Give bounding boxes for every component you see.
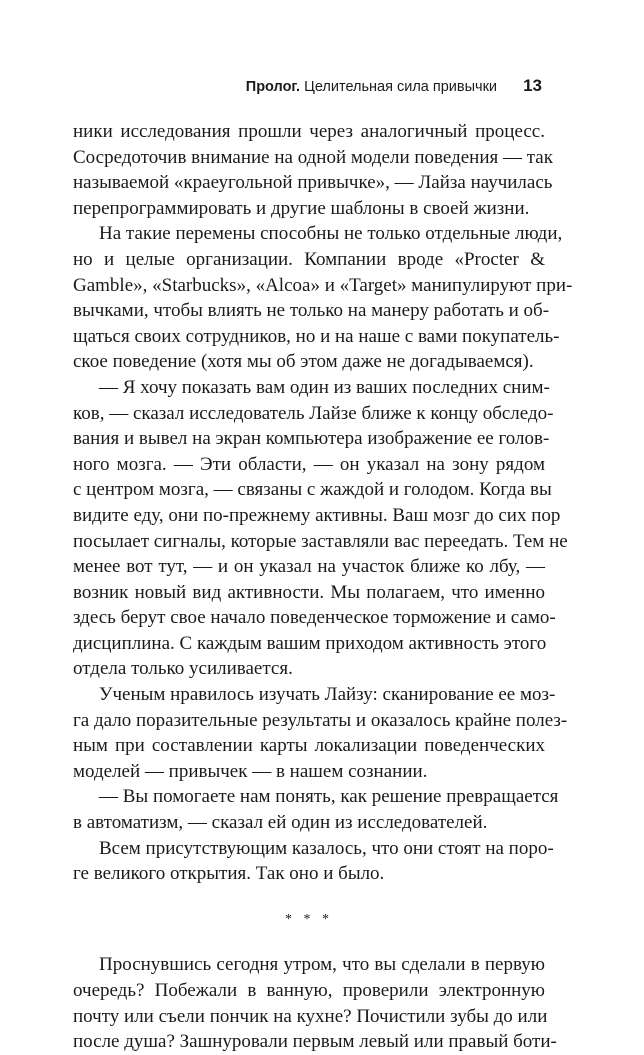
text-line: — Я хочу показать вам один из ваших последних сним- <box>99 376 550 398</box>
text-line: в автоматизм, — сказал ей один из исследователей. <box>73 812 488 834</box>
text-line: называемой «краеугольной привычке», — Лайза научилась <box>73 172 553 194</box>
text-line: ге великого открытия. Так оно и было. <box>73 863 385 885</box>
text-line: моделей — привычек — в нашем сознании. <box>73 760 428 782</box>
text-line: Проснувшись сегодня утром, что вы сделали в первую <box>99 954 545 976</box>
text-line: Сосредоточив внимание на одной модели поведения — так <box>73 146 553 168</box>
text-line: здесь берут свое начало поведенческое торможение и само- <box>73 607 556 629</box>
text-line: ного мозга. — Эти области, — он указал на зону рядом <box>73 453 545 475</box>
text-line: с центром мозга, — связаны с жаждой и голодом. Когда вы <box>73 479 552 501</box>
text-line: после душа? Зашнуровали первым левый или правый боти- <box>73 1031 557 1053</box>
text-line: отдела только усиливается. <box>73 658 293 680</box>
text-line: вания и вывел на экран компьютера изображение ее голов- <box>73 428 550 450</box>
text-line: менее вот тут, — и он указал на участок ближе ко лбу, — <box>73 556 545 578</box>
text-line: Gamble», «Starbucks», «Alcoa» и «Target» манипулируют при- <box>73 274 573 296</box>
text-line: Всем присутствующим казалось, что они стоят на поро- <box>99 837 554 859</box>
text-line: ков, — сказал исследователь Лайзе ближе к концу обследо- <box>73 402 554 424</box>
text-line: ники исследования прошли через аналогичный процесс. <box>73 121 545 142</box>
chapter-title: Целительная сила привычки <box>304 79 498 95</box>
text-line: очередь? Побежали в ванную, проверили электронную <box>73 980 545 1001</box>
text-line: но и целые организации. Компании вроде «Procter & <box>73 248 545 270</box>
text-line: — Вы помогаете нам понять, как решение превращается <box>99 786 559 808</box>
text-line: посылает сигналы, которые заставляли вас переедать. Тем не <box>73 530 568 552</box>
section-break: * * * <box>285 911 333 927</box>
text-line: га дало поразительные результаты и оказалось крайне полез- <box>73 709 568 731</box>
text-line: почту или съели пончик на кухне? Почистили зубы до или <box>73 1005 548 1027</box>
body-text <box>73 119 573 1055</box>
text-line: ское поведение (хотя мы об этом даже не догадываемся). <box>73 351 534 373</box>
page-number: 13 <box>523 76 542 95</box>
text-line: дисциплина. С каждым вашим приходом активность этого <box>73 632 547 654</box>
chapter-label: Пролог. <box>245 79 301 95</box>
text-line: Ученым нравилось изучать Лайзу: сканирование ее моз- <box>99 684 556 706</box>
text-line: вычками, чтобы влиять не только на манеру работать и об- <box>73 300 550 322</box>
text-line: На такие перемены способны не только отдельные люди, <box>99 223 563 245</box>
text-line: щаться своих сотрудников, но и на наше с вами покупатель- <box>73 325 560 347</box>
text-line: перепрограммировать и другие шаблоны в своей жизни. <box>73 197 530 219</box>
text-line: ным при составлении карты локализации поведенческих <box>73 735 545 757</box>
text-line: возник новый вид активности. Мы полагаем, что именно <box>73 581 545 603</box>
running-head <box>246 76 542 97</box>
text-line: видите еду, они по-прежнему активны. Ваш мозг до сих пор <box>73 504 561 526</box>
